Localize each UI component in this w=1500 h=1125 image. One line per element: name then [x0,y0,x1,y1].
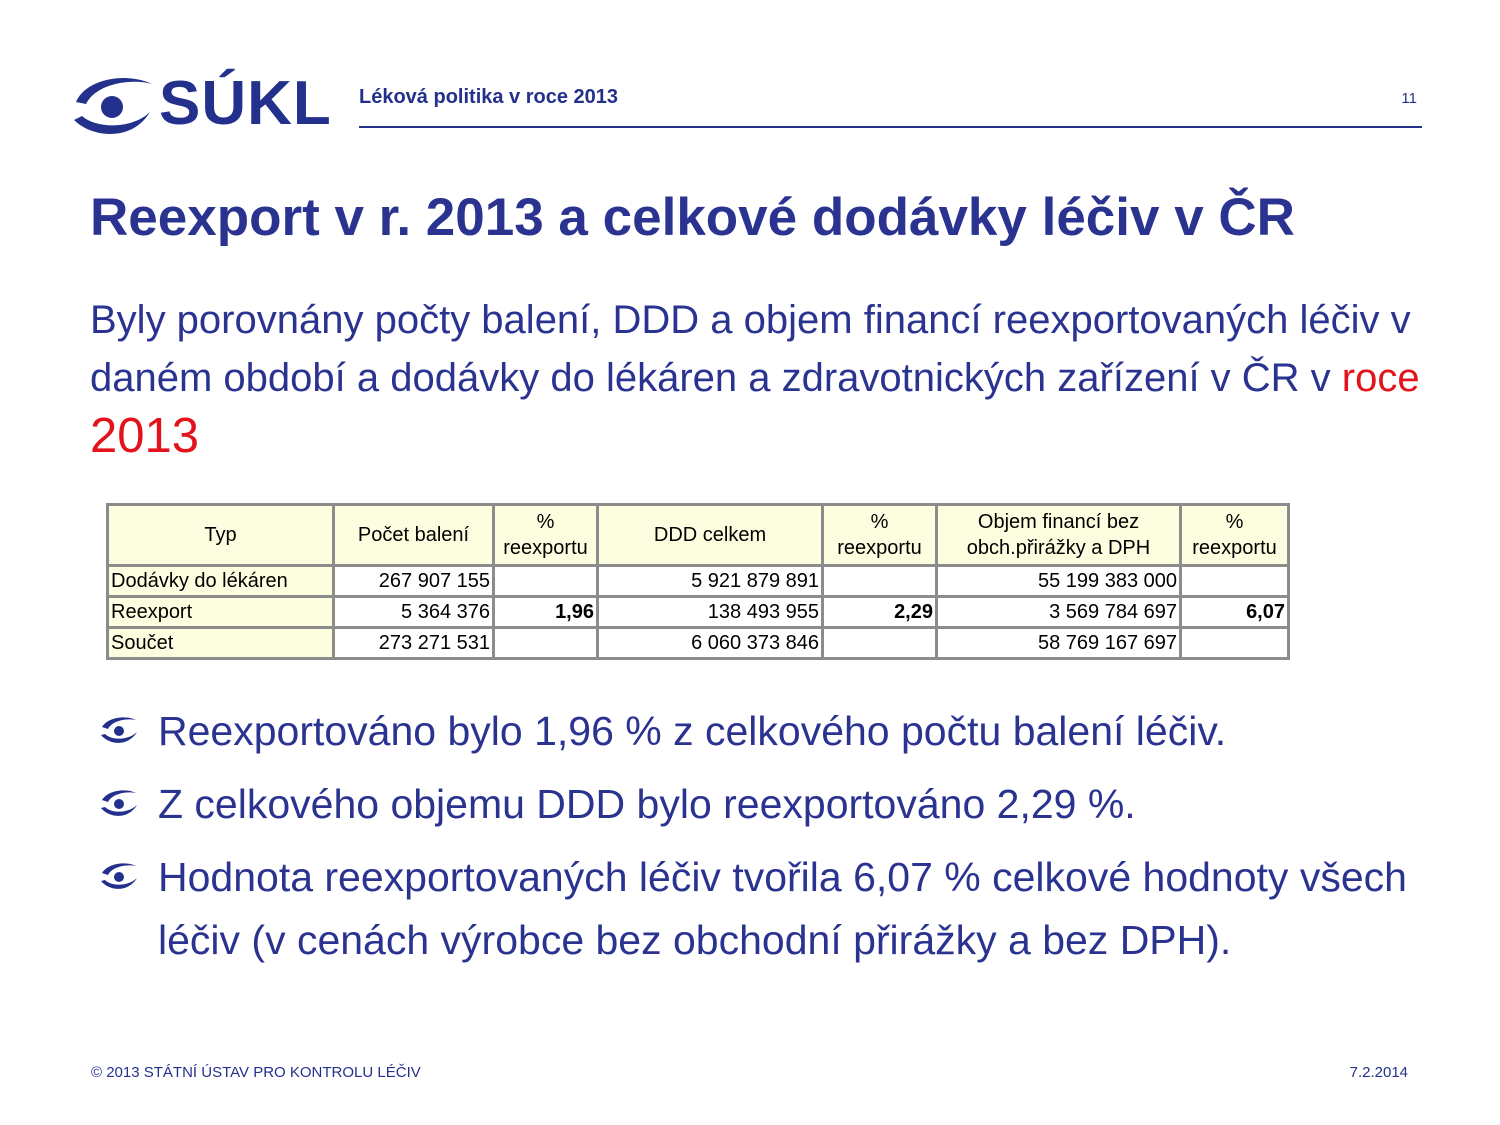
header-package-count: Počet balení [334,505,494,566]
cell-package-count: 267 907 155 [334,566,494,597]
cell-pct-ddd [823,566,937,597]
cell-finance: 3 569 784 697 [937,597,1181,628]
table-header-row [108,505,1289,566]
footer-copyright: © 2013 STÁTNÍ ÚSTAV PRO KONTROLU LÉČIV [91,1064,421,1081]
footer-date: 7.2.2014 [1349,1064,1408,1081]
header-title: Léková politika v roce 2013 [359,86,619,108]
header-pct-packages: % reexportu [494,505,598,566]
row-label: Součet [108,628,334,659]
logo-wordmark: SÚKL [159,69,332,138]
cell-finance: 58 769 167 697 [937,628,1181,659]
header-pct-finance: % reexportu [1181,505,1289,566]
table-row [108,566,1289,597]
cell-ddd: 6 060 373 846 [598,628,823,659]
cell-pct-packages [494,628,598,659]
cell-pct-finance [1181,628,1289,659]
bullet-text: Reexportováno bylo 1,96 % z celkového počtu balení léčiv. [158,708,1227,754]
cell-package-count: 5 364 376 [334,597,494,628]
eye-bullet-icon [100,861,138,893]
slide-title: Reexport v r. 2013 a celkové dodávky léčiv v ČR [90,188,1295,247]
cell-pct-ddd: 2,29 [823,597,937,628]
reexport-table [106,503,1290,660]
cell-pct-packages: 1,96 [494,597,598,628]
cell-pct-finance [1181,566,1289,597]
table-row [108,628,1289,659]
header-pct-ddd: % reexportu [823,505,937,566]
header-ddd-total: DDD celkem [598,505,823,566]
header-divider [359,126,1422,128]
intro-red-text: roce [1341,356,1420,400]
cell-pct-finance: 6,07 [1181,597,1289,628]
cell-pct-packages [494,566,598,597]
cell-pct-ddd [823,628,937,659]
bullet-text: Z celkového objemu DDD bylo reexportováno 2,29 %. [158,781,1136,827]
cell-package-count: 273 271 531 [334,628,494,659]
header-type: Typ [108,505,334,566]
table-row [108,597,1289,628]
eye-logo-icon [72,72,152,140]
bullet-text: Hodnota reexportovaných léčiv tvořila 6,07 % celkové hodnoty všech léčiv (v cenách výrobce bez obchodní přirážky a bez DPH). [158,854,1407,963]
bullet-item [100,773,1420,836]
eye-bullet-icon [100,715,138,747]
cell-ddd: 5 921 879 891 [598,566,823,597]
bullet-list [100,700,1420,982]
eye-bullet-icon [100,788,138,820]
intro-year: 2013 [90,409,200,463]
intro-text: Byly porovnány počty balení, DDD a objem financí reexportovaných léčiv v daném období a dodávky do lékáren a zdravotnických zařízení v ČR v [90,298,1411,400]
cell-ddd: 138 493 955 [598,597,823,628]
sukl-logo [72,69,332,140]
row-label: Reexport [108,597,334,628]
row-label: Dodávky do lékáren [108,566,334,597]
slide-number: 11 [1401,90,1417,107]
intro-paragraph [90,291,1420,468]
cell-finance: 55 199 383 000 [937,566,1181,597]
header-finance-volume: Objem financí bez obch.přirážky a DPH [937,505,1181,566]
bullet-item [100,700,1420,763]
bullet-item [100,846,1420,972]
